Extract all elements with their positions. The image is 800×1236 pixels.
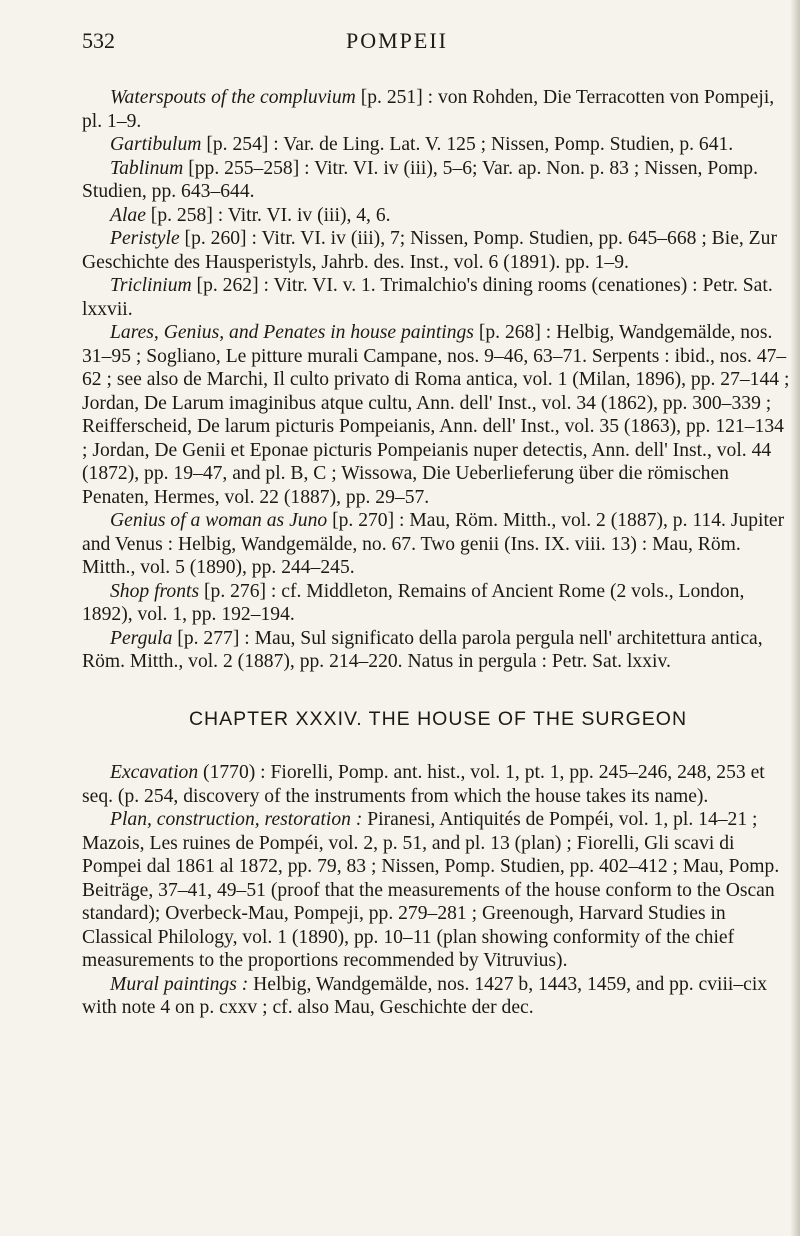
- entry-references: [p. 276] : cf. Middleton, Remains of Ancient Rome (2 vols., London, 1892), vol. 1, pp. 192–194.: [82, 580, 745, 625]
- bibliography-entry: [82, 274, 794, 321]
- running-title: POMPEII: [346, 28, 449, 53]
- bibliography-entry: [82, 133, 794, 157]
- entry-references: Piranesi, Antiquités de Pompéi, vol. 1, pl. 14–21 ; Mazois, Les ruines de Pompéi, vol. 2, p. 51, and pl. 13 (plan) ; Fiorelli, Gli scavi di Pompei dal 1861 al 1872, pp. 79, 83 ; Nissen, Pomp. Studien, pp. 402–412 ; Mau, Pomp. Beiträge, 37–41, 49–51 (proof that the measurements of the house conform to the Oscan standard); Overbeck-Mau, Pompeji, pp. 279–281 ; Greenough, Harvard Studies in Classical Philology, vol. 1 (1890), pp. 10–11 (plan showing conformity of the chief measurements to the proportions recommended by Vitruvius).: [82, 809, 780, 971]
- entry-references: [p. 254] : Var. de Ling. Lat. V. 125 ; Nissen, Pomp. Studien, p. 641.: [201, 134, 734, 155]
- entry-term: Triclinium: [110, 275, 192, 296]
- entry-term: Mural paintings :: [110, 973, 249, 995]
- entry-term: Excavation: [110, 762, 199, 783]
- notes-chapter-34: [82, 761, 794, 1020]
- bibliography-entry: [82, 321, 794, 509]
- entry-term: Alae: [110, 204, 146, 226]
- entry-references: [pp. 255–258] : Vitr. VI. iv (iii), 5–6; Var. ap. Non. p. 83 ; Nissen, Pomp. Studien, pp. 643–644.: [82, 157, 758, 202]
- entry-references: [p. 277] : Mau, Sul significato della parola pergula nell' architettura antica, Röm. Mitth., vol. 2 (1887), pp. 214–220. Natus in pergula : Petr. Sat. lxxiv.: [82, 627, 763, 672]
- entry-term: Shop fronts: [110, 580, 200, 602]
- bibliography-entry: [82, 761, 794, 808]
- entry-references: [p. 258] : Vitr. VI. iv (iii), 4, 6.: [145, 204, 391, 226]
- chapter-heading: CHAPTER XXXIV. THE HOUSE OF THE SURGEON: [188, 707, 688, 730]
- bibliography-entry: [82, 580, 794, 627]
- page-edge-shadow: [790, 0, 800, 1236]
- bibliography-entry: [82, 204, 794, 228]
- entry-references: [p. 260] : Vitr. VI. iv (iii), 7; Nissen, Pomp. Studien, pp. 645–668 ; Bie, Zur Geschichte des Hausperistyls, Jahrb. des. Inst., vol. 6 (1891). pp. 1–9.: [82, 228, 777, 273]
- entry-term: Pergula: [110, 627, 173, 649]
- bibliography-entry: [82, 227, 794, 274]
- bibliography-entry: [82, 157, 794, 204]
- entry-term: Gartibulum: [110, 134, 202, 155]
- bibliography-entry: [82, 808, 794, 973]
- entry-references: (1770) : Fiorelli, Pomp. ant. hist., vol. 1, pt. 1, pp. 245–246, 248, 253 et seq. (p. 254, discovery of the instruments from which the house takes its name).: [82, 762, 765, 807]
- page-number: 532: [82, 28, 115, 53]
- bibliography-notes: [82, 86, 794, 1020]
- bibliography-entry: [82, 509, 794, 580]
- bibliography-entry: [82, 973, 794, 1020]
- entry-term: Peristyle: [110, 228, 180, 249]
- entry-term: Genius of a woman as Juno: [110, 510, 328, 531]
- bibliography-entry: [82, 627, 794, 674]
- notes-chapter-33: [82, 86, 794, 674]
- entry-references: [p. 268] : Helbig, Wandgemälde, nos. 31–95 ; Sogliano, Le pitture murali Campane, nos. 9–46, 63–71. Serpents : ibid., nos. 47–62 ; see also de Marchi, Il culto privato di Roma antica, vol. 1 (Milan, 1896), pp. 27–144 ; Jordan, De Larum imaginibus atque cultu, Ann. dell' Inst., vol. 34 (1862), pp. 300–339 ; Reifferscheid, De larum picturis Pompeianis, Ann. dell' Inst., vol. 35 (1863), pp. 121–134 ; Jordan, De Genii et Eponae picturis Pompeianis nuper detectis, Ann. dell' Inst., vol. 44 (1872), pp. 19–47, and pl. B, C ; Wissowa, Die Ueberlieferung über die römischen Penaten, Hermes, vol. 22 (1887), pp. 29–57.: [82, 322, 790, 508]
- entry-references: Helbig, Wandgemälde, nos. 1427 b, 1443, 1459, and pp. cviii–cix with note 4 on p. cxxv ; cf. also Mau, Geschichte der dec.: [82, 973, 768, 1018]
- entry-term: Plan, construction, restoration :: [110, 809, 363, 830]
- entry-term: Tablinum: [110, 157, 184, 179]
- entry-references: [p. 262] : Vitr. VI. v. 1. Trimalchio's dining rooms (cenationes) : Petr. Sat. lxxvii.: [82, 275, 773, 320]
- entry-term: Lares, Genius, and Penates in house paintings: [110, 322, 474, 343]
- entry-term: Waterspouts of the compluvium: [110, 87, 356, 108]
- entry-references: [p. 270] : Mau, Röm. Mitth., vol. 2 (1887), p. 114. Jupiter and Venus : Helbig, Wandgemälde, no. 67. Two genii (Ins. IX. viii. 13) : Mau, Röm. Mitth., vol. 5 (1890), pp. 244–245.: [82, 510, 785, 578]
- bibliography-entry: [82, 86, 794, 133]
- entry-references: [p. 251] : von Rohden, Die Terracotten von Pompeji, pl. 1–9.: [82, 87, 775, 132]
